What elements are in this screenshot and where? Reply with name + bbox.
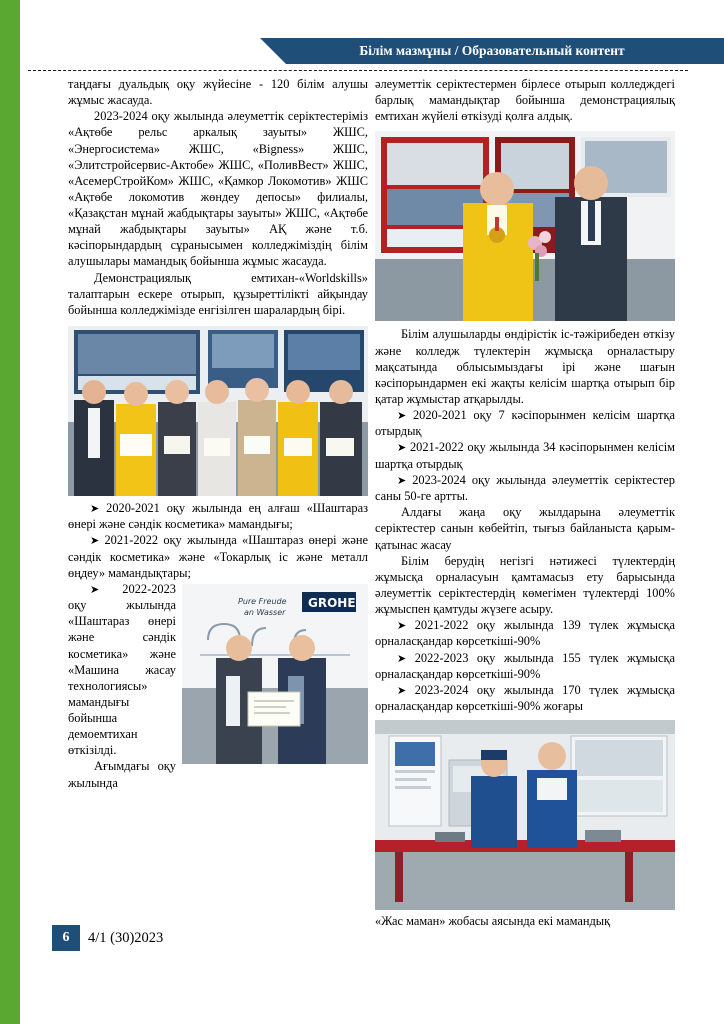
- paragraph: таңдағы дуальдық оқу жүйесіне - 120 білім алушы жұмыс жасауда.: [68, 77, 368, 108]
- bullet-text: 2021-2022 оқу жылында 139 түлек жұмысқа орналасқандар көрсеткіші-90%: [375, 618, 675, 649]
- bullet-text: 2021-2022 оқу жылында «Шаштараз өнері және сәндік косметика» және «Токарлық іс және металл өңдеу» мамандықтары;: [68, 533, 368, 580]
- paragraph: Ағымдағы оқу жылында: [68, 759, 176, 790]
- bullet-item: [68, 500, 368, 532]
- arrow-bullet-icon: ➤: [397, 619, 407, 633]
- page-number-badge: 6: [52, 925, 80, 951]
- paragraph: 2023-2024 оқу жылында әлеуметтік серіктестеріміз «Ақтөбе рельс аркалық зауыты» ЖШС, «Энергосистема» ЖШС, «Bigness» ЖШС, «Элитстройсервис-Актобе» ЖШС, «ПоливВест» ЖШС, «АсемерСтройКом» ЖШС, «Қамкор Локомотив» ЖШС «Ақтөбе локомотив жөндеу депосы» филиалы, «Қазақстан мұнай жабдықтары зауыты» ЖШС, «Ақтөбе мұнай жабдықтары зауыты» АҚ және т.б. кәсіпорындардың сұранысымен колледжіміздің білім алушылары мамандық бойынша жұмыс жасауда.: [68, 109, 368, 269]
- bullet-text: 2023-2024 оқу жылында 170 түлек жұмысқа орналасқандар көрсеткіші-90% жоғары: [375, 682, 675, 714]
- bullet-text: 2020-2021 оқу жылында ең алғаш «Шаштараз өнері және сәндік косметика» мамандығы;: [68, 500, 368, 532]
- paragraph: Білім алушыларды өндірістік іс-тәжірибеден өткізу және колледж түлектерін жұмысқа орналастыру мақсатында облысымыздағы ірі және шағын кәсіпорындармен екі жақты келісім шартқа отырып бір қатар жұмыстар атқарылды.: [375, 327, 675, 406]
- student-with-medal-and-teacher-photo: [375, 131, 675, 321]
- bullet-text: 2023-2024 оқу жылында әлеуметтік серіктестер саны 50-ге артты.: [375, 472, 675, 504]
- bullet-item: [68, 581, 368, 759]
- page-spine-white-gap: [20, 0, 24, 1024]
- arrow-bullet-icon: ➤: [90, 582, 100, 596]
- bullet-item: [375, 407, 675, 439]
- bullet-item: [375, 682, 675, 714]
- paragraph: әлеуметтік серіктестермен бірлесе отырып колледждегі барлық мамандықтар бойынша демонстрациялық емтихан жүйелі өткізуді қолға алдық.: [375, 77, 675, 124]
- paragraph: Білім берудің негізгі нәтижесі түлектердің жұмысқа орналасуын қамтамасыз ету барысында әлеуметтік серіктестердің көмегімен түлектерді 100% жұмыспен қамтуды жүзеге асыру.: [375, 553, 675, 617]
- svg-text:an Wasser: an Wasser: [244, 607, 286, 617]
- arrow-bullet-icon: ➤: [397, 651, 407, 665]
- arrow-bullet-icon: ➤: [90, 534, 100, 548]
- bullet-item: [375, 472, 675, 504]
- bullet-item: [375, 439, 675, 471]
- header-dashed-divider: [28, 70, 688, 71]
- bullet-item: [68, 532, 368, 581]
- left-text-column: [68, 76, 368, 791]
- photo-caption: «Жас маман» жобасы аясында екі мамандық: [375, 914, 611, 929]
- bullet-text: 2020-2021 оқу 7 кәсіпорынмен келісім шартқа отырдық: [375, 408, 675, 439]
- bullet-item: [375, 617, 675, 649]
- right-text-column: [375, 76, 675, 930]
- arrow-bullet-icon: ➤: [397, 441, 407, 455]
- section-header-band: [286, 38, 724, 64]
- bullet-text: 2021-2022 оқу жылында 34 кәсіпорынмен келісім шартқа отырдық: [375, 440, 675, 471]
- issue-number-label: 4/1 (30)2023: [88, 930, 164, 946]
- workshop-two-specialists-photo: [375, 720, 675, 910]
- arrow-bullet-icon: ➤: [397, 473, 407, 487]
- page-spine-green-bar: [0, 0, 20, 1024]
- svg-text:GROHE: GROHE: [308, 595, 356, 610]
- arrow-bullet-icon: ➤: [397, 683, 407, 697]
- arrow-bullet-icon: ➤: [90, 501, 100, 515]
- header-band-angled-corner: [260, 38, 286, 64]
- svg-text:Pure Freude: Pure Freude: [238, 596, 287, 606]
- bullet-text: 2022-2023 оқу жылында «Шаштараз өнері және сәндік косметика» және «Машина жасау технологиясы» мамандығы бойынша демоемтихан өткізілді.: [68, 581, 176, 758]
- paragraph: Демонстрациялық емтихан-«Worldskills» талаптарын ескере отырып, құзыреттілікті айқындау бойынша колледжімізде енгізілген шаралардың бірі.: [68, 270, 368, 317]
- bullet-item: [375, 650, 675, 682]
- arrow-bullet-icon: ➤: [397, 409, 407, 422]
- section-header-title: Білім мазмұны / Образовательный контент: [359, 43, 625, 58]
- group-photo-students-awards: [68, 326, 368, 496]
- bullet-text: 2022-2023 оқу жылында 155 түлек жұмысқа орналасқандар көрсеткіші-90%: [375, 650, 675, 681]
- paragraph: Алдағы жаңа оқу жылдарына әлеуметтік серіктестер санын көбейтіп, тығыз байланыста қарым-қатынас жасау: [375, 505, 675, 552]
